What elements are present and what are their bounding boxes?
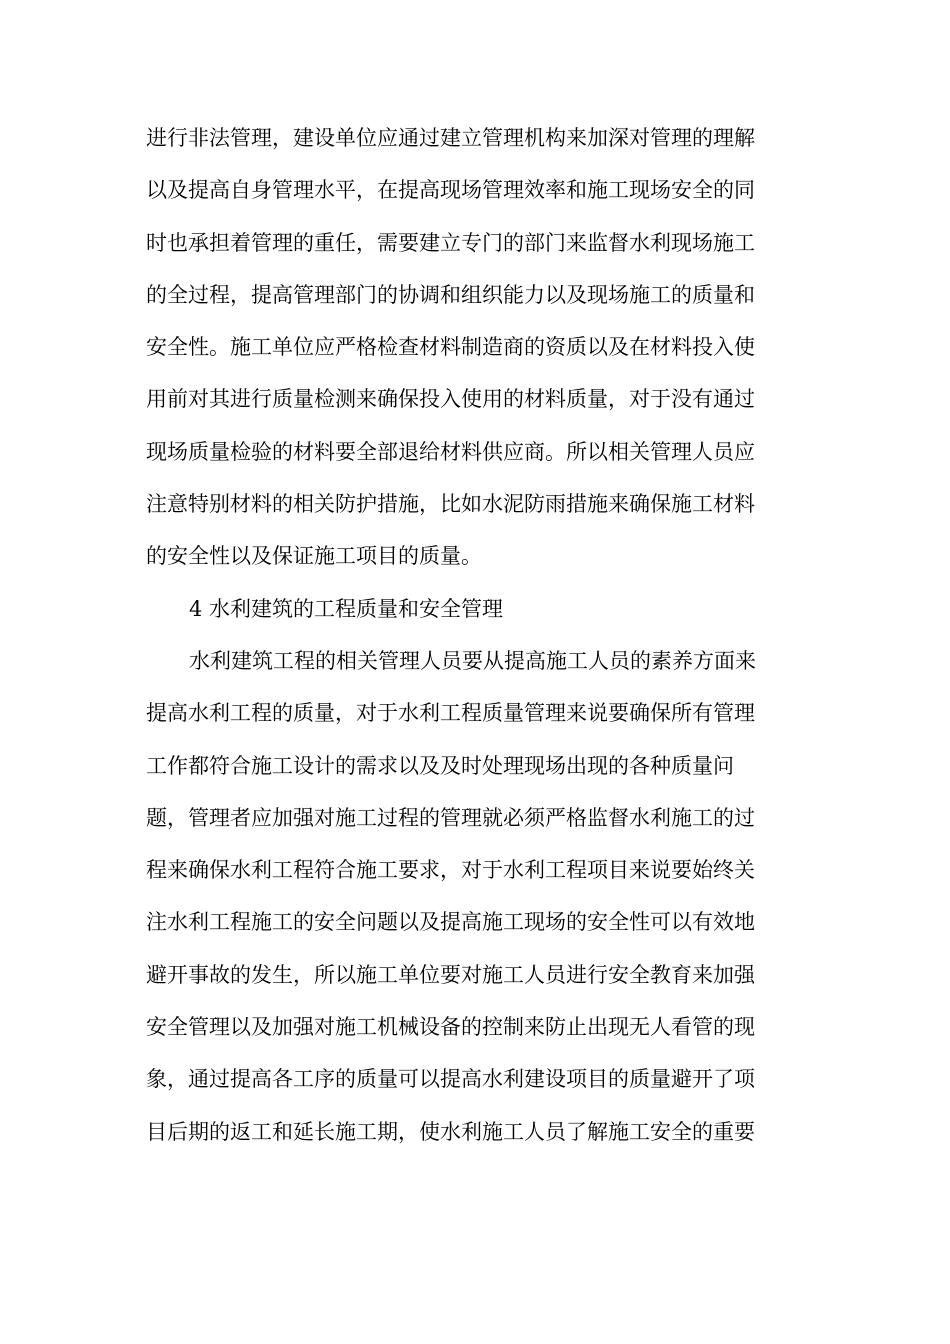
text-line: 时也承担着管理的重任，需要建立专门的部门来监督水利现场施工 [146, 230, 755, 255]
text-line: 避开事故的发生，所以施工单位要对施工人员进行安全教育来加强 [146, 962, 755, 987]
text-line: 水利建筑工程的相关管理人员要从提高施工人员的素养方面来 [189, 648, 756, 673]
text-line: 进行非法管理，建设单位应通过建立管理机构来加深对管理的理解 [146, 126, 755, 150]
text-line: 工作都符合施工设计的需求以及及时处理现场出现的各种质量问 [146, 753, 734, 778]
text-line: 现场质量检验的材料要全部退给材料供应商。所以相关管理人员应 [146, 439, 755, 464]
body-text [146, 116, 806, 1162]
text-line: 程来确保水利工程符合施工要求，对于水利工程项目来说要始终关 [146, 858, 755, 883]
text-line: 的安全性以及保证施工项目的质量。 [146, 544, 482, 569]
text-line: 象，通过提高各工序的质量可以提高水利建设项目的质量避开了项 [146, 1067, 755, 1092]
text-line: 注意特别材料的相关防护措施，比如水泥防雨措施来确保施工材料 [146, 492, 755, 517]
text-line: 用前对其进行质量检测来确保投入使用的材料质量，对于没有通过 [146, 387, 755, 412]
text-line: 目后期的返工和延长施工期，使水利施工人员了解施工安全的重要 [146, 1119, 755, 1144]
text-line: 的全过程，提高管理部门的协调和组织能力以及现场施工的质量和 [146, 282, 755, 307]
text-line: 安全性。施工单位应严格检查材料制造商的资质以及在材料投入使 [146, 335, 755, 360]
section-heading: 4 水利建筑的工程质量和安全管理 [189, 596, 504, 621]
text-line: 安全管理以及加强对施工机械设备的控制来防止出现无人看管的现 [146, 1015, 755, 1040]
text-line: 题，管理者应加强对施工过程的管理就必须严格监督水利施工的过 [146, 805, 755, 830]
text-line: 提高水利工程的质量，对于水利工程质量管理来说要确保所有管理 [146, 701, 755, 726]
text-line: 以及提高自身管理水平，在提高现场管理效率和施工现场安全的同 [146, 178, 755, 203]
text-line: 注水利工程施工的安全问题以及提高施工现场的安全性可以有效地 [146, 910, 755, 935]
